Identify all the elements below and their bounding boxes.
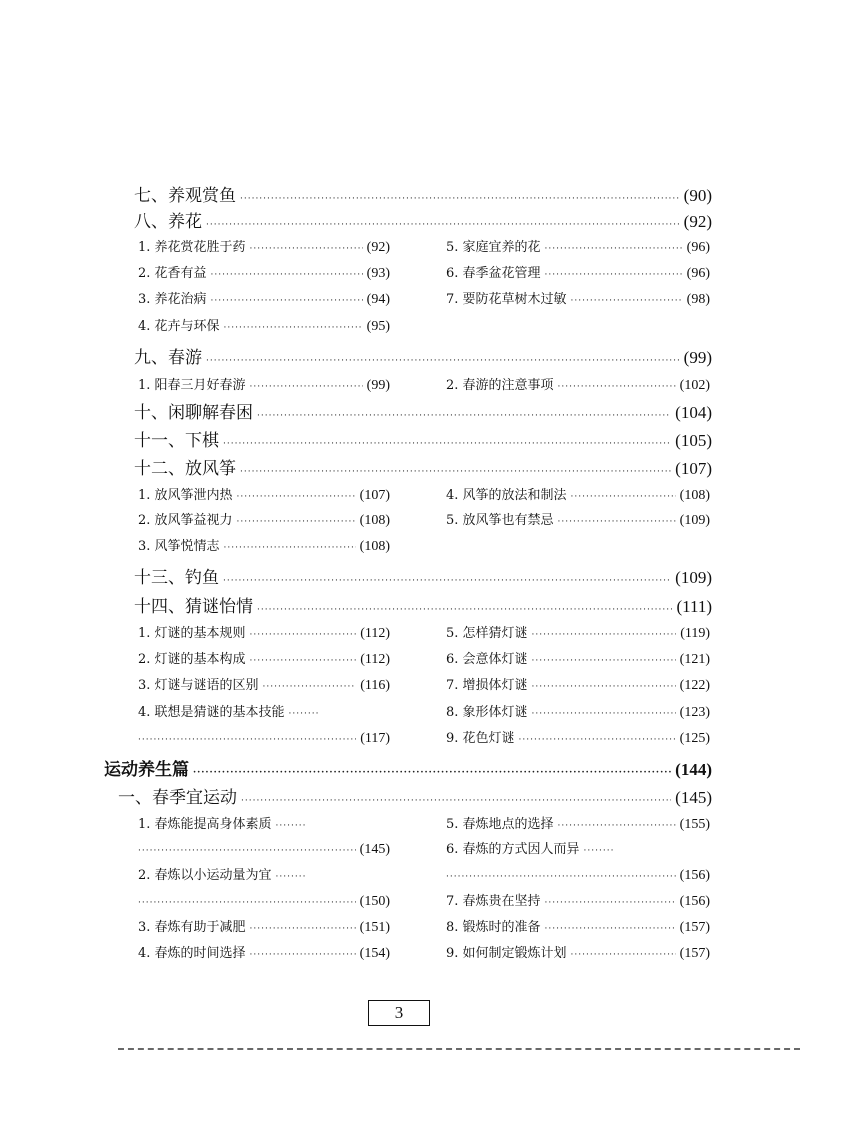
toc-entry [446, 261, 710, 287]
entry-page: (144) [675, 760, 712, 779]
entry-page: (151) [359, 920, 390, 935]
dot-leader [263, 674, 357, 700]
entry-title: 8. 锻炼时的准备 [446, 920, 541, 935]
toc-entry [446, 373, 710, 399]
toc-subitem-row [0, 508, 866, 534]
toc-entry [138, 726, 390, 752]
toc-entry [446, 621, 710, 647]
dot-leader [237, 509, 356, 535]
entry-title: 4. 风筝的放法和制法 [446, 488, 567, 503]
toc-entry [118, 785, 712, 811]
dot-leader [532, 701, 676, 727]
toc-subitem-row [0, 287, 866, 313]
toc-entry [446, 235, 710, 261]
entry-title: 3. 灯谜与谜语的区别 [138, 678, 259, 693]
entry-page: (112) [360, 652, 390, 667]
entry-title: 2. 放风筝益视力 [138, 513, 233, 528]
entry-page: (117) [360, 731, 390, 746]
toc-entry [138, 621, 390, 647]
dot-leader [211, 288, 363, 314]
toc-heading-row [0, 183, 866, 209]
dot-leader [138, 890, 356, 916]
dot-leader [241, 788, 671, 814]
toc-subitem-row [0, 261, 866, 287]
toc-entry [138, 235, 390, 261]
toc-entry [138, 647, 390, 673]
toc-entry [134, 456, 712, 482]
toc-entry [138, 700, 390, 726]
entry-title: 4. 春炼的时间选择 [138, 946, 246, 961]
toc-subitem-row [0, 915, 866, 941]
dot-leader [446, 864, 676, 890]
entry-page: (157) [679, 946, 710, 961]
toc-entry [138, 287, 390, 313]
entry-title: 九、春游 [134, 348, 202, 368]
toc-heading-row [0, 456, 866, 482]
toc-entry [446, 700, 710, 726]
dot-leader [545, 890, 676, 916]
entry-title: 1. 养花赏花胜于药 [138, 240, 246, 255]
entry-title: 9. 花色灯谜 [446, 731, 515, 746]
toc-entry [446, 863, 710, 889]
entry-title: 十二、放风筝 [134, 459, 236, 479]
entry-page: (122) [679, 678, 710, 693]
entry-title: 2. 春炼以小运动量为宜 [138, 868, 272, 883]
dot-leader [250, 916, 356, 942]
dot-leader [289, 701, 320, 727]
entry-page: (154) [359, 946, 390, 961]
entry-title: 5. 春炼地点的选择 [446, 817, 554, 832]
dot-leader [193, 760, 671, 786]
entry-page: (96) [686, 266, 710, 281]
entry-page: (98) [686, 292, 710, 307]
toc-heading-row [0, 565, 866, 591]
entry-page: (125) [679, 731, 710, 746]
toc-subitem-row [0, 483, 866, 509]
toc-entry [138, 812, 390, 838]
dot-leader [250, 236, 363, 262]
dot-leader [571, 484, 676, 510]
toc-entry [138, 534, 390, 560]
page-number: 3 [368, 1000, 430, 1026]
toc-entry [138, 863, 390, 889]
toc-subitem-row [0, 941, 866, 967]
dot-leader [532, 648, 676, 674]
entry-page: (109) [675, 568, 712, 587]
toc-entry [446, 508, 710, 534]
toc-heading-row [0, 594, 866, 620]
entry-page: (145) [675, 788, 712, 807]
entry-title: 1. 春炼能提高身体素质 [138, 817, 272, 832]
toc-entry [138, 941, 390, 967]
toc-entry [134, 183, 712, 209]
entry-page: (108) [359, 513, 390, 528]
toc-heading-row [0, 345, 866, 371]
entry-page: (93) [366, 266, 390, 281]
entry-page: (150) [359, 894, 390, 909]
entry-title: 2. 春游的注意事项 [446, 378, 554, 393]
dot-leader [519, 727, 676, 753]
dot-leader [571, 288, 683, 314]
dot-leader [532, 674, 676, 700]
entry-title: 7. 增损体灯谜 [446, 678, 528, 693]
toc-entry [134, 345, 712, 371]
toc-entry [446, 889, 710, 915]
toc-entry [134, 428, 712, 454]
dot-leader [223, 568, 671, 594]
dot-leader [257, 403, 671, 429]
toc-subitem-row [0, 647, 866, 673]
dot-leader [558, 374, 676, 400]
entry-page: (119) [680, 626, 710, 641]
toc-heading-row [0, 757, 866, 783]
toc-heading-row [0, 209, 866, 235]
dot-leader [224, 535, 356, 561]
toc-subitem-row [0, 889, 866, 915]
entry-title: 十三、钓鱼 [134, 568, 219, 588]
entry-page: (116) [360, 678, 390, 693]
entry-page: (107) [359, 488, 390, 503]
toc-subitem-row [0, 235, 866, 261]
entry-page: (90) [683, 186, 712, 205]
dot-leader [545, 262, 683, 288]
entry-page: (95) [366, 319, 390, 334]
entry-title: 十、闲聊解春困 [134, 403, 253, 423]
toc-entry [138, 889, 390, 915]
entry-title: 5. 放风筝也有禁忌 [446, 513, 554, 528]
dot-leader [545, 916, 676, 942]
entry-title: 3. 春炼有助于减肥 [138, 920, 246, 935]
dot-leader [237, 484, 356, 510]
entry-title: 1. 放风筝泄内热 [138, 488, 233, 503]
toc-heading-row [0, 785, 866, 811]
entry-page: (108) [359, 539, 390, 554]
toc-entry [138, 373, 390, 399]
entry-title: 1. 阳春三月好春游 [138, 378, 246, 393]
dot-leader [532, 622, 677, 648]
dot-leader [138, 727, 356, 753]
dot-leader [223, 431, 671, 457]
toc-entry [138, 261, 390, 287]
toc-entry [446, 647, 710, 673]
dot-leader [276, 864, 307, 890]
toc-entry [138, 915, 390, 941]
toc-subitem-row [0, 863, 866, 889]
dot-leader [211, 262, 363, 288]
entry-page: (111) [676, 597, 712, 616]
toc-subitem-row [0, 373, 866, 399]
entry-page: (108) [679, 488, 710, 503]
toc-heading-row [0, 400, 866, 426]
dot-leader [224, 315, 363, 341]
toc-entry [134, 594, 712, 620]
dot-leader [545, 236, 683, 262]
entry-page: (96) [686, 240, 710, 255]
entry-title: 运动养生篇 [104, 760, 189, 780]
entry-page: (156) [679, 868, 710, 883]
entry-title: 十四、猜谜怡情 [134, 597, 253, 617]
entry-page: (145) [359, 842, 390, 857]
toc-subitem-row [0, 673, 866, 699]
toc-entry [446, 287, 710, 313]
dot-leader [571, 942, 676, 968]
entry-page: (94) [366, 292, 390, 307]
toc-entry [446, 915, 710, 941]
dot-leader [276, 813, 307, 839]
toc-entry [138, 508, 390, 534]
toc-subitem-row [0, 534, 866, 560]
dot-leader [558, 813, 676, 839]
toc-subitem-row [0, 314, 866, 340]
entry-title: 8. 象形体灯谜 [446, 705, 528, 720]
dot-leader [250, 622, 357, 648]
bottom-rule [118, 1048, 800, 1050]
toc-entry [446, 941, 710, 967]
entry-title: 4. 花卉与环保 [138, 319, 220, 334]
entry-title: 6. 春炼的方式因人而异 [446, 842, 580, 857]
dot-leader [257, 597, 672, 623]
toc-entry [446, 837, 710, 863]
toc-subitem-row [0, 726, 866, 752]
entry-page: (121) [679, 652, 710, 667]
toc-subitem-row [0, 621, 866, 647]
toc-entry [134, 400, 712, 426]
toc-entry [446, 726, 710, 752]
entry-title: 2. 花香有益 [138, 266, 207, 281]
dot-leader [250, 648, 357, 674]
dot-leader [206, 348, 680, 374]
toc-entry [134, 209, 712, 235]
entry-page: (107) [675, 459, 712, 478]
entry-title: 9. 如何制定锻炼计划 [446, 946, 567, 961]
entry-page: (112) [360, 626, 390, 641]
entry-page: (156) [679, 894, 710, 909]
toc-entry [134, 565, 712, 591]
entry-title: 5. 家庭宜养的花 [446, 240, 541, 255]
toc-entry [138, 673, 390, 699]
entry-title: 7. 要防花草树木过敏 [446, 292, 567, 307]
entry-title: 4. 联想是猜谜的基本技能 [138, 705, 285, 720]
entry-title: 八、养花 [134, 212, 202, 232]
entry-title: 5. 怎样猜灯谜 [446, 626, 528, 641]
toc-subitem-row [0, 837, 866, 863]
entry-title: 6. 会意体灯谜 [446, 652, 528, 667]
toc-subitem-row [0, 700, 866, 726]
entry-title: 1. 灯谜的基本规则 [138, 626, 246, 641]
toc-entry [104, 757, 712, 783]
entry-title: 七、养观赏鱼 [134, 186, 236, 206]
dot-leader [584, 838, 615, 864]
entry-page: (99) [366, 378, 390, 393]
toc-heading-row [0, 428, 866, 454]
entry-page: (92) [683, 212, 712, 231]
entry-title: 十一、下棋 [134, 431, 219, 451]
dot-leader [250, 942, 356, 968]
toc-entry [138, 483, 390, 509]
entry-title: 3. 风筝悦情志 [138, 539, 220, 554]
toc-subitem-row [0, 812, 866, 838]
entry-page: (109) [679, 513, 710, 528]
entry-page: (102) [679, 378, 710, 393]
entry-title: 6. 春季盆花管理 [446, 266, 541, 281]
dot-leader [240, 459, 671, 485]
entry-title: 7. 春炼贵在坚持 [446, 894, 541, 909]
toc-entry [446, 673, 710, 699]
entry-page: (157) [679, 920, 710, 935]
entry-page: (123) [679, 705, 710, 720]
entry-page: (99) [683, 348, 712, 367]
dot-leader [250, 374, 363, 400]
entry-title: 一、春季宜运动 [118, 788, 237, 808]
toc-entry [138, 314, 390, 340]
toc-entry [446, 812, 710, 838]
entry-title: 2. 灯谜的基本构成 [138, 652, 246, 667]
dot-leader [558, 509, 676, 535]
toc-entry [138, 837, 390, 863]
entry-page: (104) [675, 403, 712, 422]
entry-page: (92) [366, 240, 390, 255]
dot-leader [138, 838, 356, 864]
entry-page: (155) [679, 817, 710, 832]
entry-page: (105) [675, 431, 712, 450]
entry-title: 3. 养花治病 [138, 292, 207, 307]
toc-entry [446, 483, 710, 509]
